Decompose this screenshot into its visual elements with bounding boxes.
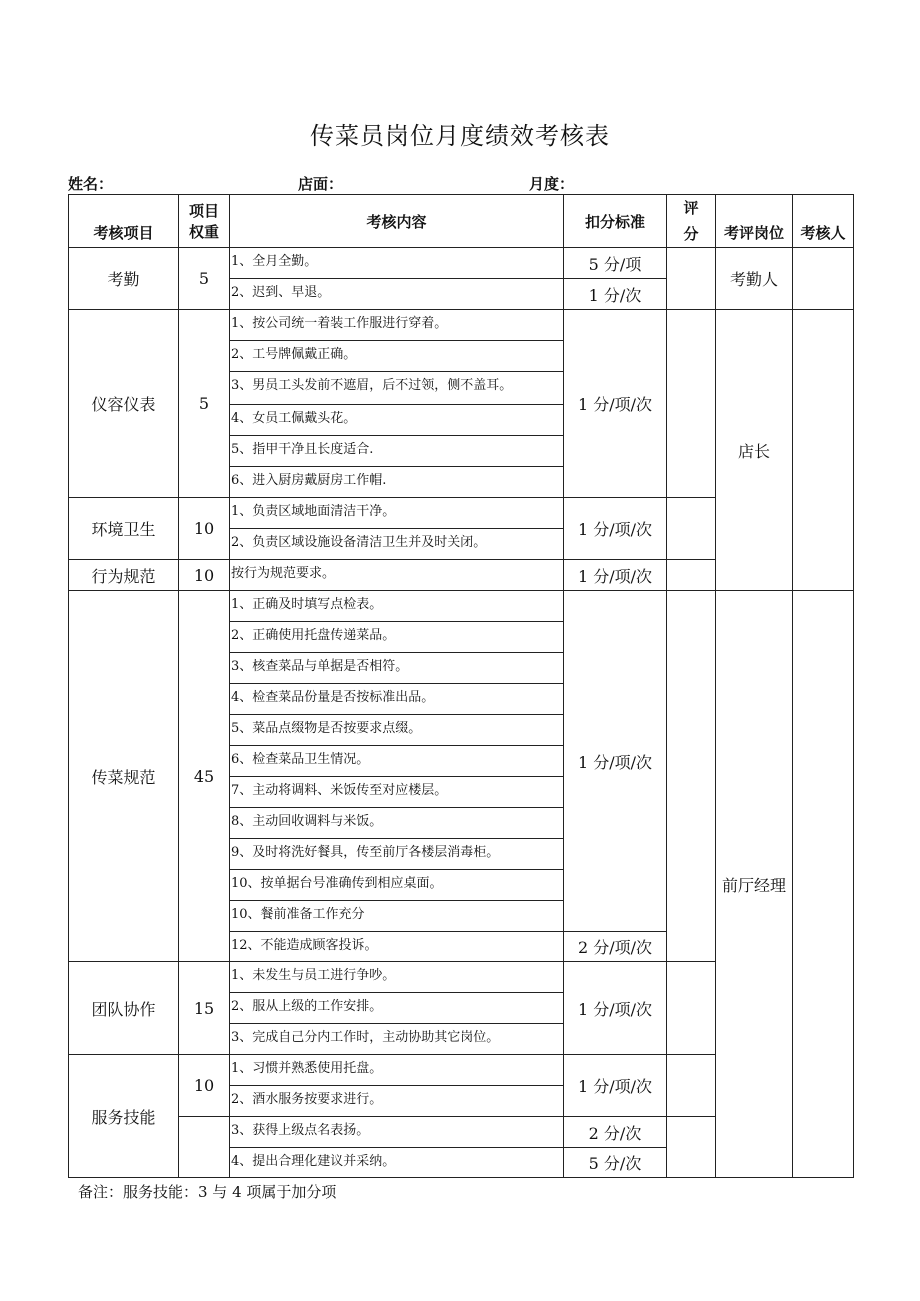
name-label: 姓名： bbox=[68, 175, 114, 193]
content-row: 10、餐前准备工作充分 bbox=[231, 907, 365, 922]
content-row: 3、男员工头发前不遮眉，后不过领，侧不盖耳。 bbox=[231, 378, 513, 393]
page-title: 传菜员岗位月度绩效考核表 bbox=[310, 122, 610, 150]
content-row: 6、检查菜品卫生情况。 bbox=[231, 752, 370, 767]
header-weight bbox=[178, 194, 230, 248]
weight-cell: 45 bbox=[178, 590, 230, 962]
header-post: 考评岗位 bbox=[715, 194, 793, 248]
deduction-cell: 1 分/项/次 bbox=[563, 497, 667, 560]
content-row: 2、服从上级的工作安排。 bbox=[231, 999, 383, 1014]
weight-cell: 5 bbox=[178, 247, 230, 310]
deduction-cell: 1 分/项/次 bbox=[563, 559, 667, 591]
weight-cell: 5 bbox=[178, 309, 230, 498]
header-deduction: 扣分标准 bbox=[563, 194, 667, 248]
content-row: 3、获得上级点名表扬。 bbox=[231, 1123, 370, 1138]
score-cell bbox=[666, 497, 716, 560]
score-cell bbox=[666, 961, 716, 1055]
deduction-cell: 5 分/次 bbox=[563, 1147, 667, 1178]
content-row: 4、女员工佩戴头花。 bbox=[231, 411, 357, 426]
score-cell bbox=[666, 590, 716, 962]
assessor-cell bbox=[792, 247, 854, 310]
weight-cell: 10 bbox=[178, 497, 230, 560]
category-cell: 仪容仪表 bbox=[68, 309, 179, 498]
deduction-cell: 2 分/项/次 bbox=[563, 931, 667, 962]
content-row: 4、提出合理化建议并采纳。 bbox=[231, 1154, 396, 1169]
header-score-line2: 分 bbox=[683, 225, 699, 243]
deduction-cell: 2 分/次 bbox=[563, 1116, 667, 1148]
deduction-cell: 5 分/项 bbox=[563, 247, 667, 279]
assessor-cell bbox=[792, 309, 854, 591]
month-label: 月度： bbox=[529, 175, 575, 193]
content-row: 1、按公司统一着装工作服进行穿着。 bbox=[231, 316, 448, 331]
category-cell: 行为规范 bbox=[68, 559, 179, 591]
content-row: 12、不能造成顾客投诉。 bbox=[231, 938, 378, 953]
score-cell bbox=[666, 559, 716, 591]
score-cell bbox=[666, 247, 716, 310]
score-cell bbox=[666, 1116, 716, 1178]
content-row: 5、菜品点缀物是否按要求点缀。 bbox=[231, 721, 422, 736]
score-cell bbox=[666, 1054, 716, 1117]
content-row: 4、检查菜品份量是否按标准出品。 bbox=[231, 690, 435, 705]
content-row: 7、主动将调料、米饭传至对应楼层。 bbox=[231, 783, 448, 798]
content-row: 1、负责区域地面清洁干净。 bbox=[231, 504, 396, 519]
header-item: 考核项目 bbox=[68, 194, 179, 248]
content-row: 3、核查菜品与单据是否相符。 bbox=[231, 659, 409, 674]
content-row: 按行为规范要求。 bbox=[231, 566, 336, 581]
category-cell: 环境卫生 bbox=[68, 497, 179, 560]
store-label: 店面： bbox=[298, 175, 344, 193]
assessor-cell bbox=[792, 590, 854, 1178]
post-cell: 前厅经理 bbox=[715, 590, 793, 1178]
content-row: 1、习惯并熟悉使用托盘。 bbox=[231, 1061, 383, 1076]
content-row: 3、完成自己分内工作时，主动协助其它岗位。 bbox=[231, 1030, 500, 1045]
header-assessor: 考核人 bbox=[792, 194, 854, 248]
header-score bbox=[666, 194, 716, 248]
deduction-cell: 1 分/项/次 bbox=[563, 309, 667, 498]
content-row: 2、迟到、早退。 bbox=[231, 285, 331, 300]
score-cell bbox=[666, 309, 716, 498]
weight-cell: 15 bbox=[178, 961, 230, 1055]
content-row: 1、全月全勤。 bbox=[231, 254, 318, 269]
content-row: 2、正确使用托盘传递菜品。 bbox=[231, 628, 396, 643]
header-content: 考核内容 bbox=[229, 194, 564, 248]
header-weight-line2: 权重 bbox=[188, 223, 219, 241]
content-row: 10、按单据台号准确传到相应桌面。 bbox=[231, 876, 443, 891]
header-weight-line1: 项目 bbox=[188, 202, 219, 220]
category-cell: 服务技能 bbox=[68, 1054, 179, 1178]
content-row: 2、负责区域设施设备清洁卫生并及时关闭。 bbox=[231, 535, 487, 550]
category-cell: 传菜规范 bbox=[68, 590, 179, 962]
content-row: 1、未发生与员工进行争吵。 bbox=[231, 968, 396, 983]
content-row: 1、正确及时填写点检表。 bbox=[231, 597, 383, 612]
deduction-cell: 1 分/项/次 bbox=[563, 1054, 667, 1117]
content-row: 2、酒水服务按要求进行。 bbox=[231, 1092, 383, 1107]
content-row: 9、及时将洗好餐具，传至前厅各楼层消毒柜。 bbox=[231, 845, 500, 860]
weight-cell-empty bbox=[178, 1116, 230, 1178]
content-row: 5、指甲干净且长度适合. bbox=[231, 442, 374, 457]
deduction-cell: 1 分/次 bbox=[563, 278, 667, 310]
content-row: 8、主动回收调料与米饭。 bbox=[231, 814, 383, 829]
post-cell: 店长 bbox=[715, 309, 793, 591]
category-cell: 考勤 bbox=[68, 247, 179, 310]
post-cell: 考勤人 bbox=[715, 247, 793, 310]
category-cell: 团队协作 bbox=[68, 961, 179, 1055]
footnote: 备注：服务技能：3 与 4 项属于加分项 bbox=[78, 1183, 337, 1201]
content-row: 6、进入厨房戴厨房工作帽. bbox=[231, 473, 387, 488]
deduction-cell: 1 分/项/次 bbox=[563, 961, 667, 1055]
weight-cell: 10 bbox=[178, 559, 230, 591]
weight-cell: 10 bbox=[178, 1054, 230, 1117]
content-row: 2、工号牌佩戴正确。 bbox=[231, 347, 357, 362]
deduction-cell: 1 分/项/次 bbox=[563, 590, 667, 932]
header-score-line1: 评 bbox=[683, 199, 699, 217]
